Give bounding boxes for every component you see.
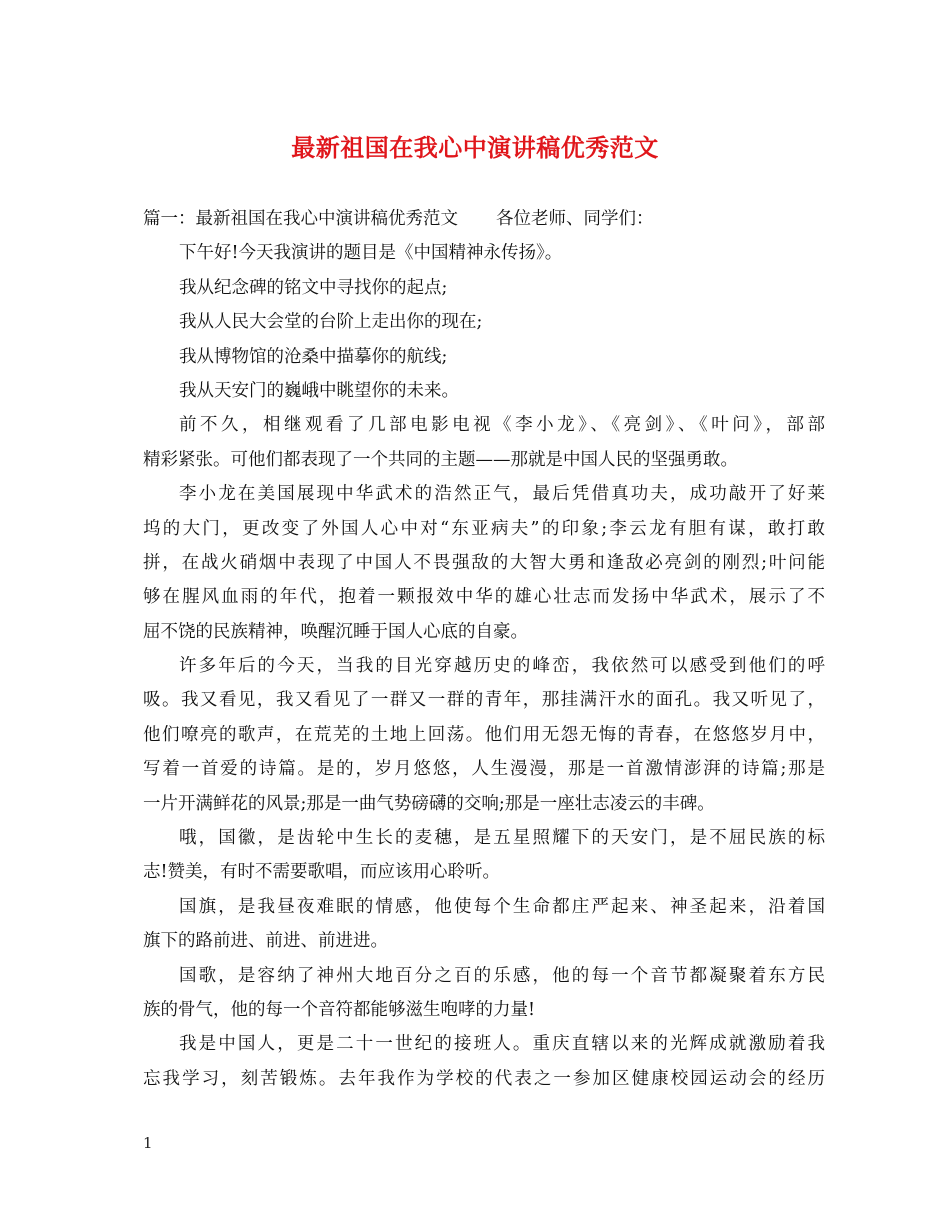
text-line: 国旗，是我昼夜难眠的情感，他使每个生命都庄严起来、神圣起来，沿着国 [179, 896, 825, 917]
text-line: 拼，在战火硝烟中表现了中国人不畏强敌的大智大勇和逢敌必亮剑的刚烈;叶问能 [143, 552, 825, 573]
text-line: 国歌，是容纳了神州大地百分之百的乐感，他的每一个音节都凝聚着东方民 [179, 965, 825, 986]
text-line: 许多年后的今天，当我的目光穿越历史的峰峦，我依然可以感受到他们的呼 [179, 656, 825, 677]
text-line: 前不久，相继观看了几部电影电视《李小龙》、《亮剑》、《叶问》，部部 [179, 415, 825, 436]
text-line: 我从人民大会堂的台阶上走出你的现在; [179, 312, 483, 333]
text-line: 一片开满鲜花的风景;那是一曲气势磅礴的交响;那是一座壮志凌云的丰碑。 [143, 793, 715, 814]
text-line: 坞的大门，更改变了外国人心中对“东亚病夫”的印象;李云龙有胆有谋，敢打敢 [143, 518, 825, 539]
document-title: 最新祖国在我心中演讲稿优秀范文 [291, 133, 659, 162]
text-line: 下午好!今天我演讲的题目是《中国精神永传扬》。 [179, 243, 563, 264]
text-line: 够在腥风血雨的年代，抱着一颗报效中华的雄心壮志而发扬中华武术，展示了不 [143, 587, 825, 608]
text-line: 写着一首爱的诗篇。是的，岁月悠悠，人生漫漫，那是一首激情澎湃的诗篇;那是 [143, 759, 825, 780]
text-line: 李小龙在美国展现中华武术的浩然正气，最后凭借真功夫，成功敲开了好莱 [179, 484, 825, 505]
section-heading: 篇一：最新祖国在我心中演讲稿优秀范文 [143, 209, 458, 229]
text-line: 屈不饶的民族精神，唤醒沉睡于国人心底的自豪。 [143, 621, 528, 642]
text-line: 哦，国徽，是齿轮中生长的麦穗，是五星照耀下的天安门，是不屈民族的标 [179, 828, 825, 849]
document-body [143, 202, 825, 1096]
text-line: 我是中国人，更是二十一世纪的接班人。重庆直辖以来的光辉成就激励着我 [179, 1034, 825, 1055]
text-line: 忘我学习，刻苦锻炼。去年我作为学校的代表之一参加区健康校园运动会的经历 [143, 1068, 825, 1089]
page-number: 1 [143, 1134, 153, 1152]
section-heading-line [143, 202, 825, 236]
text-line: 我从纪念碑的铭文中寻找你的起点; [179, 277, 448, 298]
salutation: 各位老师、同学们： [496, 209, 654, 229]
text-line: 吸。我又看见，我又看见了一群又一群的青年，那挂满汗水的面孔。我又听见了， [143, 690, 825, 711]
text-line: 旗下的路前进、前进、前进进。 [143, 931, 388, 952]
text-line: 我从天安门的巍峨中眺望你的未来。 [179, 380, 459, 401]
text-line: 族的骨气，他的每一个音符都能够滋生咆哮的力量! [143, 999, 536, 1020]
text-line: 精彩紧张。可他们都表现了一个共同的主题——那就是中国人民的坚强勇敢。 [143, 449, 738, 470]
text-line: 我从博物馆的沧桑中描摹你的航线; [179, 346, 448, 367]
text-line: 志!赞美，有时不需要歌唱，而应该用心聆听。 [143, 862, 501, 883]
text-line: 他们嘹亮的歌声，在荒芜的土地上回荡。他们用无怨无悔的青春，在悠悠岁月中， [143, 724, 825, 745]
